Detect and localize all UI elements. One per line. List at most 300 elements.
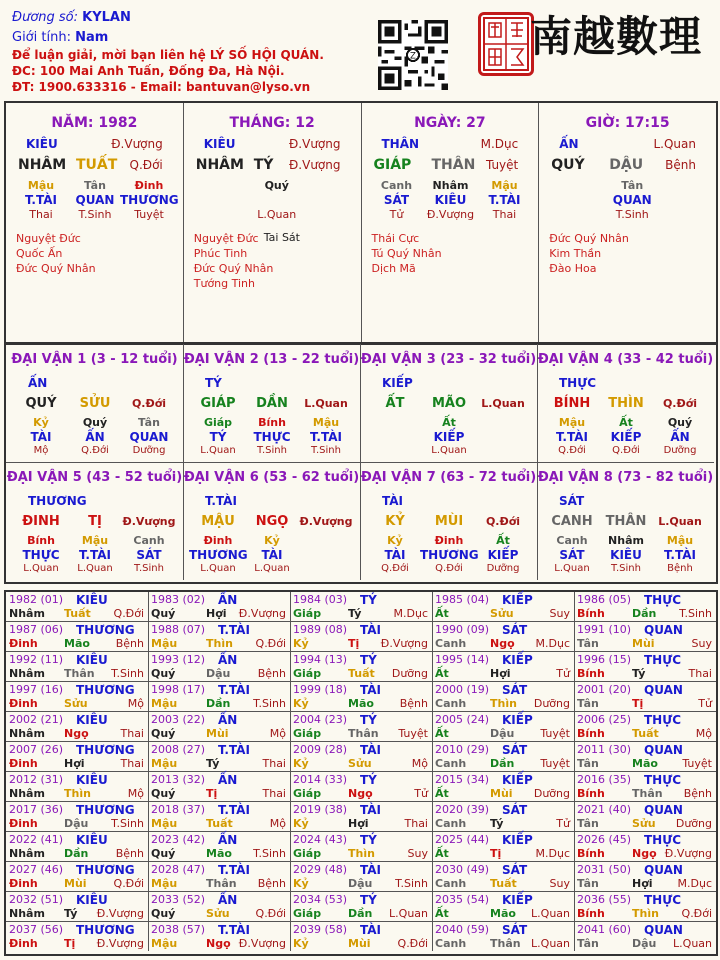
- hidden-status: Thai: [29, 208, 53, 221]
- year-cell: [432, 892, 575, 922]
- year-branch: Hợi: [490, 667, 511, 680]
- year-cell: [574, 652, 716, 682]
- year-stem: Quý: [151, 607, 176, 620]
- luck-title: ĐẠI VẬN 7 (63 - 72 tuổi): [360, 470, 537, 485]
- year-label: 2003 (22): [151, 713, 206, 726]
- star-label: Kim Thần: [549, 247, 602, 260]
- luck-hidden-god: THƯƠNG: [420, 548, 479, 562]
- luck-god: TÀI: [382, 494, 404, 508]
- year-label: 2000 (19): [435, 683, 490, 696]
- year-branch: Mão: [206, 847, 232, 860]
- year-god: TÝ: [360, 653, 377, 667]
- year-god: ẤN: [218, 593, 238, 607]
- year-cell: [6, 832, 149, 862]
- year-cell: [148, 832, 291, 862]
- year-branch: Sửu: [206, 907, 230, 920]
- year-label: 2018 (37): [151, 803, 206, 816]
- luck-title: ĐẠI VẬN 1 (3 - 12 tuổi): [11, 352, 178, 367]
- star-label: Quốc Ấn: [16, 247, 63, 260]
- year-stage: Đ.Vượng: [96, 907, 144, 920]
- year-god: QUAN: [644, 803, 683, 817]
- pillar-stage: Tuyệt: [485, 158, 519, 172]
- pillar-stage: Q.Đới: [129, 158, 163, 172]
- year-stem: Giáp: [293, 907, 322, 920]
- year-god: ẤN: [218, 893, 238, 907]
- year-branch: Dần: [348, 907, 373, 920]
- year-label: 2007 (26): [9, 743, 64, 756]
- year-stem: Đinh: [9, 877, 38, 890]
- year-label: 1992 (11): [9, 653, 64, 666]
- year-label: 2041 (60): [577, 923, 632, 936]
- luck-hidden-status: Mộ: [33, 445, 49, 456]
- year-branch: Dần: [64, 847, 89, 860]
- year-god: THƯƠNG: [76, 803, 135, 817]
- luck-hidden-god: SÁT: [136, 548, 162, 562]
- hidden-status: T.Sinh: [78, 208, 112, 221]
- year-branch: Hợi: [632, 877, 653, 890]
- hidden-status: Tuyệt: [134, 208, 164, 221]
- year-label: 2032 (51): [9, 893, 64, 906]
- luck-hidden-god: TÀI: [384, 548, 406, 562]
- year-god: TÝ: [360, 713, 377, 727]
- year-label: 2036 (55): [577, 893, 632, 906]
- year-stem: Canh: [435, 877, 467, 890]
- year-cell: [6, 862, 149, 892]
- year-god: TÀI: [360, 683, 382, 697]
- year-stem: Bính: [577, 847, 605, 860]
- year-god: THỰC: [644, 893, 682, 907]
- year-cell: [432, 862, 575, 892]
- year-stem: Giáp: [293, 727, 322, 740]
- year-stem: Bính: [577, 907, 605, 920]
- year-stem: Quý: [151, 667, 176, 680]
- hidden-stem: Mậu: [27, 179, 55, 192]
- year-branch: Tý: [632, 667, 646, 680]
- year-stage: Bệnh: [683, 787, 712, 800]
- luck-hidden-stem: Mậu: [666, 534, 694, 547]
- year-label: 1999 (18): [293, 683, 348, 696]
- luck-hidden-status: Q.Đới: [381, 563, 409, 574]
- year-branch: Dậu: [206, 667, 231, 680]
- year-god: T.TÀI: [218, 863, 250, 877]
- year-cell: [574, 922, 716, 951]
- luck-stage: L.Quan: [304, 397, 348, 410]
- year-god: TÀI: [360, 743, 382, 757]
- luck-hidden-status: L.Quan: [200, 445, 236, 456]
- star-label: Đức Quý Nhân: [16, 262, 96, 275]
- year-stage: Suy: [549, 877, 570, 890]
- year-stage: Thai: [262, 757, 286, 770]
- year-stem: Canh: [435, 637, 467, 650]
- luck-hidden-stem: Nhâm: [608, 534, 644, 547]
- star-label: Tú Quý Nhân: [371, 247, 442, 260]
- luck-title: ĐẠI VẬN 2 (13 - 22 tuổi): [183, 352, 360, 367]
- year-branch: Dần: [490, 757, 515, 770]
- brand-title: 南越數理: [530, 12, 703, 61]
- luck-stem: CANH: [551, 514, 593, 529]
- luck-stage: L.Quan: [658, 515, 702, 528]
- year-cell: [6, 922, 149, 951]
- year-branch: Tý: [490, 817, 504, 830]
- year-branch: Thìn: [64, 787, 91, 800]
- year-god: KIÊU: [76, 893, 108, 907]
- year-stem: Giáp: [293, 607, 322, 620]
- year-branch: Sửu: [490, 607, 514, 620]
- luck-hidden-god: ẤN: [85, 430, 105, 444]
- hidden-status: Tử: [389, 208, 404, 221]
- year-cell: [6, 802, 149, 832]
- year-stem: Nhâm: [9, 667, 45, 680]
- year-stem: Bính: [577, 607, 605, 620]
- luck-hidden-stem: Ất: [619, 416, 633, 429]
- luck-branch: DẦN: [256, 396, 288, 411]
- luck-branch: MÃO: [431, 396, 467, 411]
- luck-stem: BÍNH: [553, 396, 591, 411]
- annual-luck-grid: [4, 590, 718, 956]
- year-god: ẤN: [218, 713, 238, 727]
- hidden-status: T.Sinh: [615, 208, 649, 221]
- year-stage: T.Sinh: [111, 667, 144, 680]
- year-cell: [432, 742, 575, 772]
- year-label: 2031 (50): [577, 863, 632, 876]
- year-god: KIÊU: [76, 593, 108, 607]
- luck-hidden-status: Q.Đới: [81, 445, 109, 456]
- year-cell: [148, 682, 291, 712]
- luck-hidden-god: KIẾP: [433, 430, 465, 444]
- year-stage: L.Quan: [389, 907, 428, 920]
- year-branch: Thân: [348, 727, 379, 740]
- svg-text:Z: Z: [410, 51, 416, 62]
- year-cell: [6, 592, 149, 622]
- year-label: 2013 (32): [151, 773, 206, 786]
- pillar-god-right: M.Dục: [480, 137, 519, 151]
- year-branch: Tý: [206, 757, 220, 770]
- year-god: KIẾP: [502, 773, 533, 787]
- luck-branch: THÌN: [608, 396, 644, 411]
- year-stage: Bệnh: [115, 637, 144, 650]
- year-branch: Sửu: [632, 817, 656, 830]
- year-cell: [6, 892, 149, 922]
- hidden-stem: Đinh: [134, 179, 164, 192]
- luck-god: T.TÀI: [205, 494, 237, 508]
- year-god: TÝ: [360, 833, 377, 847]
- year-stem: Ất: [435, 607, 449, 620]
- pillar-stem: NHÂM: [18, 157, 67, 173]
- year-stage: Thai: [404, 817, 428, 830]
- pillar-stem: QUÝ: [551, 157, 585, 173]
- year-branch: Sửu: [64, 697, 88, 710]
- year-cell: [574, 802, 716, 832]
- year-cell: [432, 802, 575, 832]
- year-stage: Suy: [407, 847, 428, 860]
- year-stage: Tuyệt: [398, 727, 428, 740]
- year-branch: Thân: [632, 787, 663, 800]
- luck-hidden-god: TÀI: [261, 548, 283, 562]
- year-cell: [290, 772, 433, 802]
- year-label: 2026 (45): [577, 833, 632, 846]
- phone-email-line[interactable]: ĐT: 1900.633316 - Email: bantuvan@lyso.vn: [12, 80, 311, 94]
- luck-hidden-status: L.Quan: [77, 563, 113, 574]
- year-branch: Mão: [64, 637, 90, 650]
- year-cell: [574, 862, 716, 892]
- year-label: 2037 (56): [9, 923, 64, 936]
- year-label: 2024 (43): [293, 833, 348, 846]
- year-stage: Mộ: [411, 757, 428, 770]
- year-stage: M.Dục: [535, 847, 570, 860]
- pillar-2: [362, 103, 540, 343]
- year-label: 1985 (04): [435, 593, 490, 606]
- year-stem: Ất: [435, 847, 449, 860]
- year-stage: Tuyệt: [682, 757, 712, 770]
- luck-hidden-status: Q.Đới: [612, 445, 640, 456]
- year-god: THƯƠNG: [76, 683, 135, 697]
- luck-periods: [4, 342, 718, 584]
- year-stem: Nhâm: [9, 847, 45, 860]
- luck-stage: Q.Đới: [485, 515, 521, 528]
- year-stage: Q.Đới: [397, 937, 428, 950]
- year-god: KIÊU: [76, 713, 108, 727]
- luck-hidden-stem: Đinh: [203, 534, 233, 547]
- year-cell: [290, 652, 433, 682]
- year-branch: Hợi: [64, 757, 85, 770]
- luck-hidden-god: SÁT: [559, 548, 585, 562]
- year-god: KIÊU: [76, 833, 108, 847]
- luck-branch: THÂN: [605, 514, 647, 529]
- year-stage: Đ.Vượng: [238, 937, 286, 950]
- luck-stage: Đ.Vượng: [122, 515, 176, 528]
- luck-hidden-god: KIÊU: [610, 548, 642, 562]
- year-stage: L.Quan: [673, 937, 712, 950]
- year-label: 1983 (02): [151, 593, 206, 606]
- year-god: KIÊU: [76, 653, 108, 667]
- luck-god: SÁT: [559, 494, 585, 508]
- year-stage: Mộ: [127, 697, 144, 710]
- hidden-stem: Tân: [84, 179, 106, 192]
- year-cell: [6, 742, 149, 772]
- year-label: 2023 (42): [151, 833, 206, 846]
- year-god: SÁT: [502, 863, 528, 877]
- year-label: 2033 (52): [151, 893, 206, 906]
- luck-stem: ĐINH: [22, 514, 60, 529]
- year-cell: [148, 802, 291, 832]
- luck-hidden-stem: Mậu: [81, 534, 109, 547]
- year-branch: Tý: [64, 907, 78, 920]
- year-label: 2022 (41): [9, 833, 64, 846]
- year-stage: T.Sinh: [253, 697, 286, 710]
- year-label: 2015 (34): [435, 773, 490, 786]
- luck-hidden-stem: Quý: [82, 416, 108, 429]
- year-stem: Quý: [151, 727, 176, 740]
- year-stem: Mậu: [151, 877, 178, 890]
- luck-hidden-god: THỰC: [253, 430, 291, 444]
- year-god: TÀI: [360, 863, 382, 877]
- year-god: QUAN: [644, 743, 683, 757]
- year-label: 2019 (38): [293, 803, 348, 816]
- year-cell: [432, 682, 575, 712]
- luck-hidden-god: TÝ: [209, 430, 227, 444]
- star-label: Phúc Tinh: [193, 247, 248, 260]
- year-stem: Kỷ: [293, 757, 309, 770]
- luck-hidden-god: KIẾP: [610, 430, 642, 444]
- pillar-god-right: Đ.Vượng: [289, 137, 341, 151]
- year-branch: Thìn: [632, 907, 659, 920]
- year-label: 1988 (07): [151, 623, 206, 636]
- year-stage: Dưỡng: [391, 667, 428, 680]
- year-stage: Tử: [414, 787, 428, 800]
- year-cell: [148, 742, 291, 772]
- luck-period-1: [6, 344, 184, 463]
- year-stem: Tân: [577, 697, 599, 710]
- pillar-title: NĂM: 1982: [51, 115, 138, 131]
- year-stem: Kỷ: [293, 937, 309, 950]
- year-cell: [290, 622, 433, 652]
- owner-label: Đương số:: [12, 10, 83, 25]
- year-branch: Dần: [206, 697, 231, 710]
- year-branch: Mùi: [348, 937, 371, 950]
- luck-stem: ẤT: [385, 396, 405, 411]
- year-stage: Bệnh: [115, 847, 144, 860]
- luck-stage: L.Quan: [481, 397, 525, 410]
- year-god: T.TÀI: [218, 683, 250, 697]
- year-branch: Thân: [64, 667, 95, 680]
- luck-hidden-status: T.Sinh: [311, 445, 341, 456]
- year-cell: [432, 832, 575, 862]
- year-stage: L.Quan: [531, 937, 570, 950]
- year-cell: [432, 622, 575, 652]
- year-stem: Đinh: [9, 817, 38, 830]
- year-god: QUAN: [644, 923, 683, 937]
- hidden-god: QUAN: [612, 193, 652, 207]
- year-stem: Canh: [435, 697, 467, 710]
- year-branch: Tị: [348, 637, 360, 650]
- year-god: ẤN: [218, 833, 238, 847]
- year-stage: Tử: [556, 817, 570, 830]
- year-cell: [432, 592, 575, 622]
- pillar-stage: Đ.Vượng: [289, 158, 341, 172]
- year-stage: Đ.Vượng: [238, 607, 286, 620]
- year-label: 2035 (54): [435, 893, 490, 906]
- year-stem: Ất: [435, 667, 449, 680]
- year-branch: Thìn: [490, 697, 517, 710]
- year-cell: [574, 892, 716, 922]
- year-label: 2006 (25): [577, 713, 632, 726]
- year-god: THƯƠNG: [76, 743, 135, 757]
- year-label: 1997 (16): [9, 683, 64, 696]
- luck-god: THỰC: [559, 376, 597, 390]
- year-cell: [432, 652, 575, 682]
- year-label: 2029 (48): [293, 863, 348, 876]
- year-stem: Bính: [577, 787, 605, 800]
- luck-hidden-god: T.TÀI: [310, 430, 342, 444]
- luck-title: ĐẠI VẬN 5 (43 - 52 tuổi): [6, 470, 183, 485]
- year-stem: Quý: [151, 847, 176, 860]
- luck-stem: KỶ: [385, 514, 405, 529]
- year-stem: Quý: [151, 907, 176, 920]
- year-branch: Thân: [206, 877, 237, 890]
- year-god: TÝ: [360, 893, 377, 907]
- year-stem: Bính: [577, 667, 605, 680]
- year-label: 2025 (44): [435, 833, 490, 846]
- year-stage: Dưỡng: [533, 787, 570, 800]
- luck-hidden-god: T.TÀI: [664, 548, 696, 562]
- year-stage: T.Sinh: [679, 607, 712, 620]
- year-stem: Canh: [435, 937, 467, 950]
- year-label: 2034 (53): [293, 893, 348, 906]
- year-label: 2014 (33): [293, 773, 348, 786]
- year-god: T.TÀI: [218, 923, 250, 937]
- luck-hidden-status: Bệnh: [667, 563, 693, 574]
- year-god: KIẾP: [502, 593, 533, 607]
- luck-hidden-god: QUAN: [129, 430, 169, 444]
- year-cell: [6, 772, 149, 802]
- year-branch: Tuất: [490, 877, 517, 890]
- year-branch: Dần: [632, 607, 657, 620]
- hidden-god: SÁT: [383, 193, 410, 207]
- luck-period-7: [360, 462, 538, 580]
- year-cell: [148, 892, 291, 922]
- owner-name: KYLAN: [82, 10, 131, 25]
- year-stage: M.Dục: [393, 607, 428, 620]
- luck-stage: Đ.Vượng: [299, 515, 353, 528]
- year-stem: Canh: [435, 817, 467, 830]
- year-branch: Ngọ: [348, 787, 373, 800]
- star-label: Thái Cực: [371, 232, 420, 245]
- year-stem: Mậu: [151, 637, 178, 650]
- header: [0, 0, 720, 100]
- luck-hidden-status: Q.Đới: [435, 563, 463, 574]
- luck-hidden-stem: Tân: [138, 416, 160, 429]
- year-god: SÁT: [502, 743, 528, 757]
- year-stage: Q.Đới: [255, 637, 286, 650]
- luck-period-6: [183, 462, 361, 580]
- year-branch: Mùi: [64, 877, 87, 890]
- year-label: 1994 (13): [293, 653, 348, 666]
- year-stem: Mậu: [151, 757, 178, 770]
- luck-hidden-status: T.Sinh: [257, 445, 287, 456]
- year-stem: Giáp: [293, 667, 322, 680]
- year-label: 2002 (21): [9, 713, 64, 726]
- year-cell: [148, 922, 291, 951]
- year-stage: Đ.Vượng: [96, 937, 144, 950]
- address-line: ĐC: 100 Mai Anh Tuấn, Đống Đa, Hà Nội.: [12, 64, 285, 78]
- luck-hidden-status: L.Quan: [554, 563, 590, 574]
- seal-stamp-icon: [478, 12, 534, 76]
- year-branch: Hợi: [348, 817, 369, 830]
- year-god: T.TÀI: [218, 803, 250, 817]
- year-label: 2028 (47): [151, 863, 206, 876]
- four-pillars: [4, 101, 718, 345]
- year-cell: [148, 652, 291, 682]
- year-branch: Mùi: [206, 727, 229, 740]
- year-stem: Đinh: [9, 757, 38, 770]
- year-branch: Mùi: [632, 637, 655, 650]
- luck-hidden-stem: Canh: [556, 534, 588, 547]
- year-stem: Ất: [435, 727, 449, 740]
- year-god: THƯƠNG: [76, 863, 135, 877]
- year-branch: Tị: [206, 787, 218, 800]
- year-god: T.TÀI: [218, 743, 250, 757]
- year-cell: [6, 712, 149, 742]
- year-branch: Tuất: [64, 607, 91, 620]
- luck-hidden-stem: Kỷ: [33, 416, 49, 429]
- year-label: 2010 (29): [435, 743, 490, 756]
- luck-hidden-god: KIẾP: [487, 548, 519, 562]
- year-god: THƯƠNG: [76, 623, 135, 637]
- year-branch: Tuất: [348, 667, 375, 680]
- luck-god: TÝ: [205, 376, 222, 390]
- year-stage: Q.Đới: [255, 907, 286, 920]
- luck-period-3: [360, 344, 538, 463]
